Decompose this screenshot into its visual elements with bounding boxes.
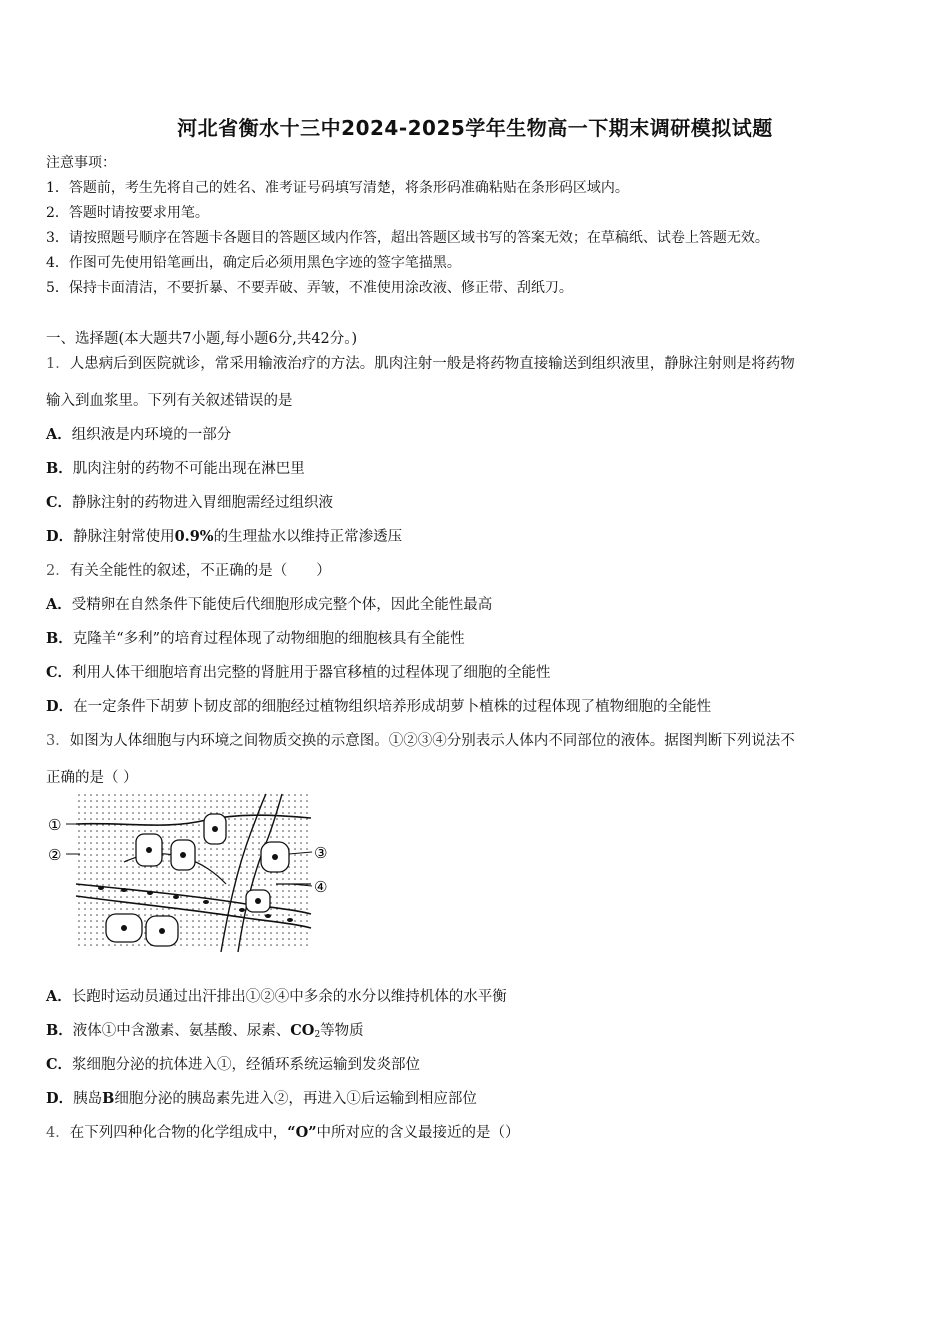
option-c[interactable] (46, 661, 551, 682)
question-3-stem (46, 729, 795, 750)
option-letter: A． (46, 426, 72, 443)
option-value: B (102, 1090, 115, 1107)
option-letter: B． (46, 630, 73, 647)
option-text: 胰岛 (73, 1091, 103, 1107)
question-text: 有关全能性的叙述，不正确的是（ ） (69, 563, 331, 579)
option-text: 长跑时运动员通过出汗排出①②④中多余的水分以维持机体的水平衡 (71, 989, 507, 1005)
option-value: CO (290, 1022, 315, 1039)
option-letter: C． (46, 1056, 73, 1073)
option-letter: A． (46, 988, 72, 1005)
option-text: 组织液是内环境的一部分 (71, 427, 232, 443)
option-text: 细胞分泌的胰岛素先进入②，再进入①后运输到相应部位 (114, 1091, 477, 1107)
option-subscript: 2 (314, 1030, 321, 1040)
figure-label: ① (48, 816, 62, 834)
option-text: 肌肉注射的药物不可能出现在淋巴里 (72, 461, 305, 477)
figure-label: ③ (314, 844, 328, 862)
question-number: 2． (46, 563, 70, 579)
question-1-stem (46, 352, 795, 373)
figure-label: ② (48, 846, 62, 864)
option-text: 受精卵在自然条件下能使后代细胞形成完整个体，因此全能性最高 (71, 597, 493, 613)
option-letter: D． (46, 528, 74, 545)
note-item: 4．作图可先使用铅笔画出，确定后必须用黑色字迹的签字笔描黑。 (46, 255, 461, 271)
question-text: 在下列四种化合物的化学组成中， (69, 1125, 288, 1141)
option-value: 0.9% (174, 528, 214, 545)
cell-exchange-diagram (46, 792, 336, 954)
question-number: 4． (46, 1125, 70, 1141)
question-value: “O” (287, 1124, 317, 1141)
option-letter: D． (46, 1090, 74, 1107)
option-letter: C． (46, 494, 73, 511)
option-c[interactable] (46, 1053, 420, 1074)
option-d[interactable] (46, 1087, 477, 1108)
option-b[interactable] (46, 457, 305, 478)
option-d[interactable] (46, 695, 711, 716)
option-b[interactable] (46, 627, 465, 648)
option-d[interactable] (46, 525, 402, 546)
page-title: 河北省衡水十三中2024-2025学年生物高一下期末调研模拟试题 (177, 116, 773, 140)
note-item: 1．答题前，考生先将自己的姓名、准考证号码填写清楚，将条形码准确粘贴在条形码区域内。 (46, 180, 629, 196)
question-text-cont: 正确的是（ ） (46, 770, 138, 786)
question-4-stem (46, 1121, 520, 1142)
option-text: 的生理盐水以维持正常渗透压 (213, 529, 403, 545)
question-number: 1． (46, 356, 70, 372)
question-text: 如图为人体细胞与内环境之间物质交换的示意图。①②③④分别表示人体内不同部位的液体。据图判断下列说法不 (69, 733, 795, 749)
option-text: 浆细胞分泌的抗体进入①，经循环系统运输到发炎部位 (72, 1057, 421, 1073)
option-text: 在一定条件下胡萝卜韧皮部的细胞经过植物组织培养形成胡萝卜植株的过程体现了植物细胞的全能性 (73, 699, 712, 715)
question-text: 中所对应的含义最接近的是（） (316, 1125, 520, 1141)
option-b[interactable] (46, 1019, 364, 1040)
option-letter: B． (46, 460, 73, 477)
note-item: 3．请按照题号顺序在答题卡各题目的答题区域内作答，超出答题区域书写的答案无效；在草稿纸、试卷上答题无效。 (46, 230, 769, 246)
option-text: 静脉注射的药物进入胃细胞需经过组织液 (72, 495, 334, 511)
question-number: 3． (46, 733, 70, 749)
notes-heading: 注意事项： (46, 155, 116, 171)
option-text: 静脉注射常使用 (73, 529, 175, 545)
note-item: 2．答题时请按要求用笔。 (46, 205, 209, 221)
note-item: 5．保持卡面清洁，不要折暴、不要弄破、弄皱，不准使用涂改液、修正带、刮纸刀。 (46, 280, 573, 296)
option-c[interactable] (46, 491, 333, 512)
option-letter: A． (46, 596, 72, 613)
section-heading: 一、选择题(本大题共7小题,每小题6分,共42分。) (46, 331, 358, 347)
option-text: 等物质 (320, 1023, 364, 1039)
option-text: 利用人体干细胞培育出完整的肾脏用于器官移植的过程体现了细胞的全能性 (72, 665, 551, 681)
option-letter: C． (46, 664, 73, 681)
question-2-stem (46, 559, 331, 580)
option-a[interactable] (46, 985, 507, 1006)
option-text: 液体①中含激素、氨基酸、尿素、 (72, 1023, 291, 1039)
option-a[interactable] (46, 593, 492, 614)
figure-label: ④ (314, 878, 328, 896)
question-text-cont: 输入到血浆里。下列有关叙述错误的是 (46, 393, 293, 409)
question-text: 人患病后到医院就诊，常采用输液治疗的方法。肌肉注射一般是将药物直接输送到组织液里，静脉注射则是将药物 (69, 356, 795, 372)
option-text: 克隆羊“多利”的培育过程体现了动物细胞的细胞核具有全能性 (72, 631, 465, 647)
option-a[interactable] (46, 423, 231, 444)
option-letter: B． (46, 1022, 73, 1039)
option-letter: D． (46, 698, 74, 715)
